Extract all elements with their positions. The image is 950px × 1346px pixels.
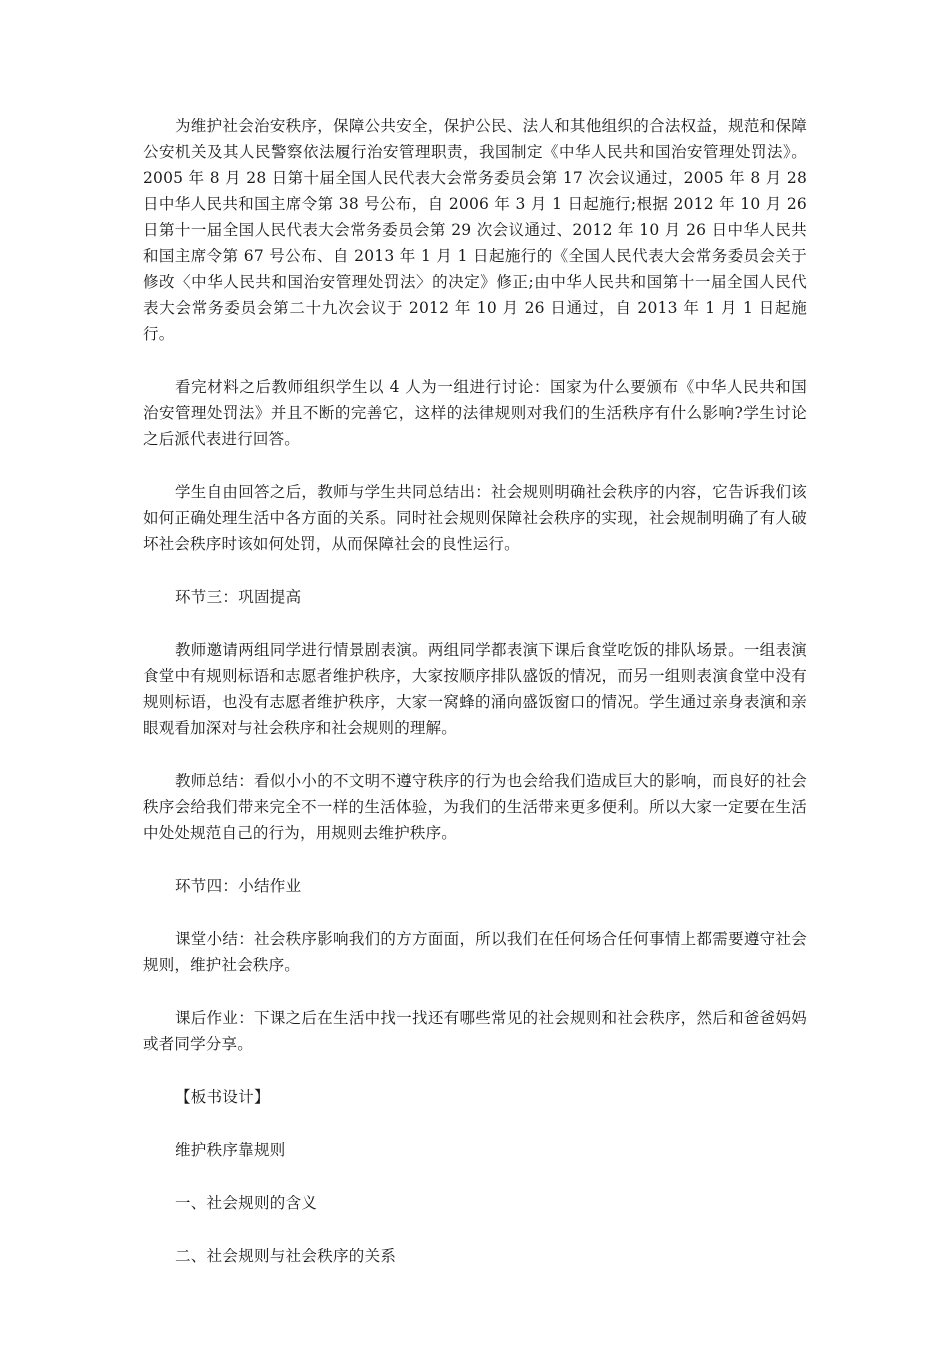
board-design-heading: 【板书设计】	[175, 1088, 270, 1106]
spacer	[143, 899, 807, 926]
paragraph-teacher-summary: 教师总结：看似小小的不文明不遵守秩序的行为也会给我们造成巨大的影响，而良好的社会秩序会给我们带来完全不一样的生活体验，为我们的生活带来更多便利。所以大家一定要在生活中处处规范自己的行为，用规则去维护秩序。	[143, 772, 807, 842]
board-item-one: 一、社会规则的含义	[175, 1194, 318, 1212]
spacer	[143, 557, 807, 584]
paragraph-summary: 学生自由回答之后，教师与学生共同总结出：社会规则明确社会秩序的内容，它告诉我们该如何正确处理生活中各方面的关系。同时社会规则保障社会秩序的实现，社会规制明确了有人破坏社会秩序时该如何处罚，从而保障社会的良性运行。	[143, 483, 807, 553]
section-three-heading: 环节三：巩固提高	[175, 588, 302, 606]
paragraph-law-background: 为维护社会治安秩序，保障公共安全，保护公民、法人和其他组织的合法权益，规范和保障公安机关及其人民警察依法履行治安管理职责，我国制定《中华人民共和国治安管理处罚法》。2005 年 8 月 28 日第十届全国人民代表大会常务委员会第 17 次会议通过，2005 年 8 月 28 日中华人民共和国主席令第 38 号公布，自 2006 年 3 月 1 日起施行;根据 2012 年 10 月 26 日第十一届全国人民代表大会常务委员会第 29 次会议通过、2012 年 10 月 26 日中华人民共和国主席令第 67 号公布、自 2013 年 1 月 1 日起施行的《全国人民代表大会常务委员会关于修改〈中华人民共和国治安管理处罚法〉的决定》修正;由中华人民共和国第十一届全国人民代表大会常务委员会第二十九次会议于 2012 年 10 月 26 日通过，自 2013 年 1 月 1 日起施行。	[143, 117, 807, 343]
spacer	[143, 1216, 807, 1243]
spacer	[143, 347, 807, 374]
spacer	[143, 452, 807, 479]
spacer	[143, 741, 807, 768]
board-title: 维护秩序靠规则	[175, 1141, 286, 1159]
section-four-heading: 环节四：小结作业	[175, 877, 302, 895]
spacer	[143, 1057, 807, 1084]
paragraph-role-play: 教师邀请两组同学进行情景剧表演。两组同学都表演下课后食堂吃饭的排队场景。一组表演食堂中有规则标语和志愿者维护秩序，大家按顺序排队盛饭的情况，而另一组则表演食堂中没有规则标语，也没有志愿者维护秩序，大家一窝蜂的涌向盛饭窗口的情况。学生通过亲身表演和亲眼观看加深对与社会秩序和社会规则的理解。	[143, 641, 807, 737]
paragraph-discussion: 看完材料之后教师组织学生以 4 人为一组进行讨论：国家为什么要颁布《中华人民共和国治安管理处罚法》并且不断的完善它，这样的法律规则对我们的生活秩序有什么影响?学生讨论之后派代表进行回答。	[143, 378, 807, 448]
spacer	[143, 978, 807, 1005]
board-item-two: 二、社会规则与社会秩序的关系	[175, 1247, 397, 1265]
paragraph-class-summary: 课堂小结：社会秩序影响我们的方方面面，所以我们在任何场合任何事情上都需要遵守社会规则，维护社会秩序。	[143, 930, 807, 974]
document-page	[143, 113, 807, 1269]
spacer	[143, 846, 807, 873]
spacer	[143, 1110, 807, 1137]
spacer	[143, 1163, 807, 1190]
spacer	[143, 610, 807, 637]
paragraph-homework: 课后作业：下课之后在生活中找一找还有哪些常见的社会规则和社会秩序，然后和爸爸妈妈或者同学分享。	[143, 1009, 807, 1053]
